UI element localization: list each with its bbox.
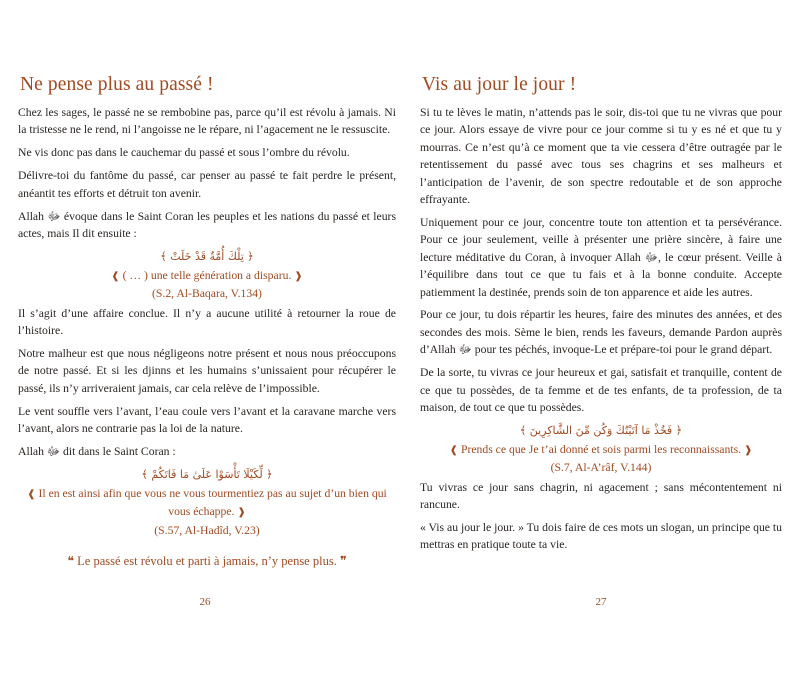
quran-verse-translation — [18, 267, 396, 285]
quran-verse-reference: (S.57, Al-Hadîd, V.23) — [154, 523, 260, 537]
paragraph: Allah ﷻ évoque dans le Saint Coran les peuples et les nations du passé et leurs actes, mais Il dit ensuite : — [18, 209, 396, 240]
quran-verse-translation — [18, 485, 396, 522]
paragraph: Il s’agit d’une affaire conclue. Il n’y a aucune utilité à retourner la roue de l’histoire. — [18, 306, 396, 338]
paragraph: Délivre-toi du fantôme du passé, car penser au passé te fait perdre le présent, anéantit tes efforts et détruit ton avenir. — [18, 169, 396, 200]
paragraph: Si tu te lèves le matin, n’attends pas le soir, dis-toi que tu ne vivras que pour ce jour. Alors essaye de vivre pour ce jour comme si tu y es né et que tu y mourras. Ce n’est qu’à ce moment que ta vie cessera d’être outragée par le retentissement du passé avec tous ses chagrins et ses malheurs et l’anticipation de l’avenir, de son spectre redoutable et de son approche effrayante. — [420, 106, 782, 207]
quote-close-icon: ❞ — [339, 554, 347, 569]
paragraph: Le vent souffle vers l’avant, l’eau coule vers l’avant et la caravane marche vers l’avant, alors ne contrarie pas la loi de la nature. — [18, 404, 396, 436]
bracket-close-icon: ❱ — [743, 444, 753, 456]
left-page-title: Ne pense plus au passé ! — [20, 74, 214, 95]
quran-verse-arabic: ﴿ فَخُذْ مَا آتَيْتُكَ وَكُن مِّنَ الشَّاكِرِينَ ﴾ — [519, 423, 683, 437]
bracket-close-icon: ❱ — [237, 507, 246, 519]
right-page — [420, 0, 782, 683]
paragraph: De la sorte, tu vivras ce jour heureux et gai, satisfait et tranquille, content de ce que tu possèdes, de ta femme et de tes enfants, de ta profession, de ta maison, de tout ce que tu possèdes. — [420, 366, 782, 414]
verse-translation-text: Prends ce que Je t’ai donné et sois parmi les reconnaissants. — [460, 442, 742, 456]
paragraph: Uniquement pour ce jour, concentre toute ton attention et ta persévérance. Pour ce jour seulement, veille à présenter une prière sincère, à faire une lecture méditative du Coran, à invoquer Allah ﷻ, le cœur présent. Veille à l’équilibre dans tout ce que tu fais et à la bonne conduite. Accepte patiemment la destinée, prends soin de ton apparence et aide les autres. — [420, 215, 782, 299]
quran-verse-reference: (S.7, Al-A’râf, V.144) — [550, 461, 652, 475]
page-number: 27 — [595, 596, 607, 608]
page-number: 26 — [199, 596, 211, 608]
paragraph: « Vis au jour le jour. » Tu dois faire de ces mots un slogan, un principe que tu mettras en pratique toute ta vie. — [420, 521, 783, 552]
verse-translation-text: Il en est ainsi afin que vous ne vous tourmentiez pas au sujet d’un bien qui vous échappe. — [38, 486, 387, 519]
paragraph: Tu vivras ce jour sans chagrin, ni agacement ; sans mécontentement ni rancune. — [420, 480, 782, 512]
paragraph: Notre malheur est que nous négligeons notre présent et nous nous préoccupons de notre passé. Et si les djinns et les humains s’unissaient pour récupérer le passé, ils n’y arriveraient jamais, car cela relève de l’impossible. — [18, 346, 396, 395]
bracket-open-icon: ❰ — [111, 270, 120, 282]
quran-verse-translation — [420, 441, 782, 459]
verse-translation-text: ( … ) une telle génération a disparu. — [122, 268, 292, 282]
right-page-title: Vis au jour le jour ! — [422, 74, 577, 95]
closing-statement — [18, 553, 396, 570]
quran-verse-reference: (S.2, Al-Baqara, V.134) — [152, 287, 262, 301]
quote-open-icon: ❝ — [67, 554, 75, 569]
right-page-body — [420, 104, 782, 559]
bracket-open-icon: ❰ — [27, 488, 36, 500]
paragraph: Allah ﷻ dit dans le Saint Coran : — [18, 445, 176, 458]
paragraph: Ne vis donc pas dans le cauchemar du passé et sous l’ombre du révolu. — [18, 146, 350, 160]
paragraph: Chez les sages, le passé ne se rembobine pas, parce qu’il est révolu à jamais. Ni la tristesse ne le rend, ni l’angoisse ne le répare, ni l’agacement ne le ressuscite. — [18, 106, 396, 137]
bracket-close-icon: ❱ — [294, 270, 303, 282]
left-page-body — [18, 104, 396, 571]
paragraph: Pour ce jour, tu dois répartir les heures, faire des minutes des années, et des secondes des mois. Sème le bien, rends les faveurs, demande Pardon auprès d’Allah ﷻ pour tes péchés, invoque-Le et prépare-toi pour le grand départ. — [420, 308, 782, 357]
quran-verse-arabic: ﴿ تِلْكَ أُمَّةٌ قَدْ خَلَتْ ﴾ — [160, 249, 254, 263]
bracket-open-icon: ❰ — [449, 444, 459, 456]
quran-verse-arabic: ﴿ لِّكَيْلَا تَأْسَوْا عَلَىٰ مَا فَاتَكُمْ ﴾ — [141, 467, 273, 481]
left-page — [18, 0, 396, 683]
closing-statement-text: Le passé est révolu et parti à jamais, n’y pense plus. — [77, 554, 337, 569]
